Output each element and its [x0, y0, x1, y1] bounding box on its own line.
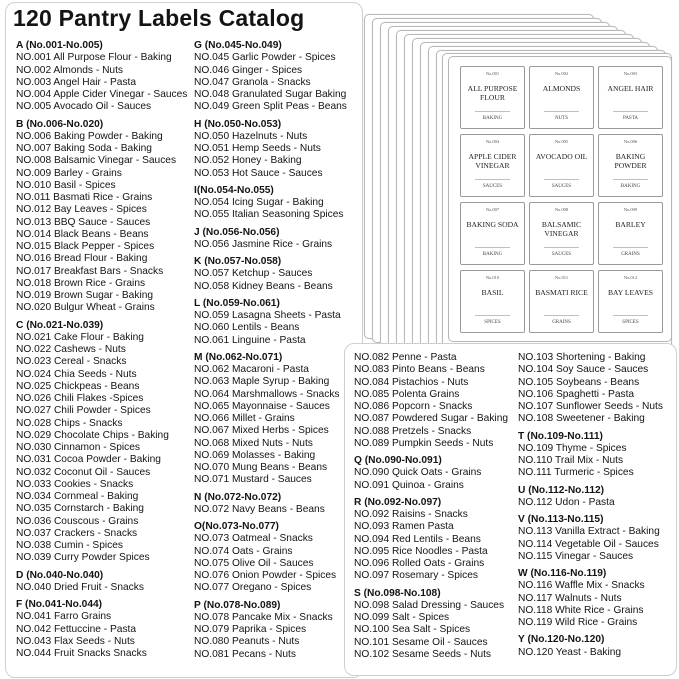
- catalog-item: NO.057 Ketchup - Sauces: [194, 268, 313, 280]
- catalog-item: NO.097 Rosemary - Spices: [354, 570, 478, 582]
- label-divider: [613, 247, 648, 248]
- catalog-item: NO.019 Brown Sugar - Baking: [16, 290, 154, 301]
- catalog-item: NO.094 Red Lentils - Beans: [354, 533, 481, 545]
- group-header: C (No.021-No.039): [16, 319, 104, 331]
- group-header: R (No.092-No.097): [354, 496, 442, 508]
- catalog-item: NO.008 Balsamic Vinegar - Sauces: [16, 155, 177, 167]
- catalog-item: NO.049 Green Split Peas - Beans: [194, 101, 347, 113]
- pantry-label: [460, 66, 525, 129]
- catalog-item: NO.024 Chia Seeds - Nuts: [16, 368, 137, 380]
- catalog-item: NO.029 Chocolate Chips - Baking: [16, 429, 169, 441]
- catalog-item: NO.085 Polenta Grains: [354, 388, 460, 400]
- catalog-item: NO.107 Sunflower Seeds - Nuts: [518, 401, 663, 412]
- catalog-item: NO.061 Linguine - Pasta: [194, 334, 306, 346]
- catalog-item: NO.020 Bulgur Wheat - Grains: [16, 302, 155, 314]
- catalog-item: NO.045 Garlic Powder - Spices: [194, 52, 336, 64]
- catalog-item: NO.080 Peanuts - Nuts: [194, 636, 300, 648]
- catalog-item: NO.011 Basmati Rice - Grains: [16, 192, 153, 203]
- pantry-label: [598, 134, 663, 197]
- catalog-item: NO.010 Basil - Spices: [16, 179, 116, 191]
- letter-group: [194, 298, 347, 347]
- catalog-column-4: [518, 352, 663, 664]
- label-number: No.004: [485, 139, 500, 144]
- label-category: BAKING: [620, 184, 641, 189]
- catalog-item: NO.035 Cornstarch - Baking: [16, 503, 144, 515]
- label-divider: [613, 315, 648, 316]
- catalog-item: NO.018 Brown Rice - Grains: [16, 277, 146, 289]
- label-name: AVOCADO OIL: [535, 152, 588, 161]
- catalog-item: NO.088 Pretzels - Snacks: [354, 425, 472, 437]
- letter-group: [194, 185, 347, 222]
- catalog-item: NO.109 Thyme - Spices: [518, 442, 627, 454]
- group-header: Y (No.120-No.120): [518, 634, 605, 646]
- letter-group: [354, 352, 508, 450]
- label-divider: [475, 179, 510, 180]
- catalog-item: NO.100 Sea Salt - Spices: [354, 624, 471, 636]
- catalog-item: NO.007 Baking Soda - Baking: [16, 143, 152, 154]
- label-category: SPICES: [484, 320, 501, 325]
- label-divider: [544, 315, 579, 316]
- group-header: H (No.050-No.053): [194, 118, 282, 130]
- letter-group: [16, 599, 187, 660]
- letter-group: [518, 568, 663, 629]
- catalog-item: NO.044 Fruit Snacks Snacks: [16, 648, 147, 659]
- label-number: No.006: [623, 139, 638, 144]
- label-divider: [475, 111, 510, 112]
- catalog-item: NO.017 Breakfast Bars - Snacks: [16, 265, 164, 277]
- catalog-item: NO.116 Waffle Mix - Snacks: [518, 580, 645, 592]
- letter-group: [518, 352, 663, 426]
- catalog-item: NO.104 Soy Sauce - Sauces: [518, 364, 649, 376]
- group-header: U (No.112-No.112): [518, 484, 605, 496]
- catalog-item: NO.036 Couscous - Grains: [16, 515, 139, 527]
- letter-group: [194, 119, 347, 180]
- catalog-item: NO.086 Popcorn - Snacks: [354, 401, 473, 412]
- letter-group: [16, 40, 187, 114]
- catalog-item: NO.072 Navy Beans - Beans: [194, 503, 325, 515]
- label-divider: [544, 179, 579, 180]
- label-number: No.009: [623, 207, 638, 212]
- label-category: PASTA: [623, 116, 638, 121]
- label-category: NUTS: [554, 116, 569, 121]
- catalog-item: NO.089 Pumpkin Seeds - Nuts: [354, 437, 494, 449]
- group-header: V (No.113-No.115): [518, 514, 604, 525]
- catalog-item: NO.096 Rolled Oats - Grains: [354, 558, 485, 569]
- catalog-item: NO.118 White Rice - Grains: [518, 604, 644, 616]
- label-number: No.012: [623, 275, 638, 280]
- letter-group: [518, 431, 663, 480]
- catalog-item: NO.052 Honey - Baking: [194, 155, 302, 167]
- catalog-item: NO.033 Cookies - Snacks: [16, 478, 134, 490]
- catalog-item: NO.120 Yeast - Baking: [518, 646, 622, 658]
- label-divider: [475, 247, 510, 248]
- catalog-item: NO.082 Penne - Pasta: [354, 352, 457, 363]
- catalog-item: NO.084 Pistachios - Nuts: [354, 376, 469, 388]
- letter-group: [194, 352, 347, 487]
- catalog-item: NO.040 Dried Fruit - Snacks: [16, 581, 144, 593]
- catalog-item: NO.016 Bread Flour - Baking: [16, 253, 148, 265]
- catalog-item: NO.065 Mayonnaise - Sauces: [194, 400, 330, 412]
- catalog-item: NO.027 Chili Powder - Spices: [16, 405, 151, 417]
- catalog-item: NO.025 Chickpeas - Beans: [16, 380, 140, 392]
- page-title: 120 Pantry Labels Catalog: [13, 5, 305, 31]
- catalog-item: NO.095 Rice Noodles - Pasta: [354, 545, 488, 557]
- catalog-item: NO.022 Cashews - Nuts: [16, 344, 126, 355]
- catalog-item: NO.043 Flax Seeds - Nuts: [16, 635, 135, 647]
- letter-group: [354, 455, 508, 492]
- catalog-item: NO.078 Pancake Mix - Snacks: [194, 611, 333, 623]
- letter-group: [194, 40, 347, 114]
- catalog-item: NO.108 Sweetener - Baking: [518, 413, 645, 425]
- catalog-item: NO.055 Italian Seasoning Spices: [194, 209, 344, 221]
- label-number: No.002: [554, 71, 569, 76]
- group-header: T (No.109-No.111): [518, 430, 603, 442]
- label-category: BAKING: [482, 116, 503, 121]
- catalog-item: NO.038 Cumin - Spices: [16, 540, 124, 551]
- catalog-item: NO.003 Angel Hair - Pasta: [16, 76, 137, 88]
- catalog-item: NO.073 Oatmeal - Snacks: [194, 533, 313, 545]
- pantry-label: [529, 134, 594, 197]
- catalog-item: NO.066 Millet - Grains: [194, 413, 295, 424]
- label-divider: [544, 111, 579, 112]
- catalog-item: NO.062 Macaroni - Pasta: [194, 364, 309, 375]
- catalog-item: NO.074 Oats - Grains: [194, 545, 293, 557]
- pantry-label: [460, 270, 525, 333]
- catalog-item: NO.087 Powdered Sugar - Baking: [354, 413, 509, 425]
- catalog-item: NO.070 Mung Beans - Beans: [194, 462, 328, 473]
- catalog-item: NO.067 Mixed Herbs - Spices: [194, 425, 329, 437]
- catalog-item: NO.060 Lentils - Beans: [194, 322, 300, 334]
- catalog-item: NO.068 Mixed Nuts - Nuts: [194, 437, 313, 449]
- label-divider: [613, 111, 648, 112]
- catalog-item: NO.015 Black Pepper - Spices: [16, 241, 155, 252]
- letter-group: [518, 514, 663, 563]
- label-name: BALSAMIC VINEGAR: [541, 220, 582, 238]
- catalog-item: NO.054 Icing Sugar - Baking: [194, 197, 324, 208]
- label-divider: [475, 315, 510, 316]
- catalog-item: NO.081 Pecans - Nuts: [194, 648, 296, 660]
- pantry-label: [598, 202, 663, 265]
- letter-group: [194, 492, 347, 517]
- label-number: No.011: [554, 275, 569, 280]
- catalog-item: NO.046 Ginger - Spices: [194, 64, 303, 76]
- group-header: W (No.116-No.119): [518, 568, 607, 579]
- label-category: SAUCES: [551, 184, 572, 189]
- pantry-label: [529, 270, 594, 333]
- catalog-item: NO.071 Mustard - Sauces: [194, 474, 312, 486]
- catalog-item: NO.076 Onion Powder - Spices: [194, 570, 337, 581]
- catalog-item: NO.041 Farro Grains: [16, 611, 112, 623]
- catalog-item: NO.030 Cinnamon - Spices: [16, 442, 141, 453]
- pantry-label: [460, 134, 525, 197]
- catalog-item: NO.021 Cake Flour - Baking: [16, 331, 144, 343]
- catalog-item: NO.106 Spaghetti - Pasta: [518, 388, 635, 400]
- letter-group: [194, 256, 347, 293]
- label-number: No.008: [554, 207, 569, 212]
- catalog-item: NO.058 Kidney Beans - Beans: [194, 280, 333, 292]
- letter-group: [16, 320, 187, 565]
- catalog-item: NO.037 Crackers - Snacks: [16, 527, 138, 539]
- pantry-label: [460, 202, 525, 265]
- catalog-item: NO.077 Oregano - Spices: [194, 582, 312, 594]
- catalog-item: NO.014 Black Beans - Beans: [16, 228, 149, 240]
- catalog-item: NO.056 Jasmine Rice - Grains: [194, 238, 333, 250]
- catalog-column-3: [354, 352, 508, 666]
- pantry-label: [529, 66, 594, 129]
- catalog-item: NO.047 Granola - Snacks: [194, 76, 311, 88]
- label-number: No.001: [485, 71, 500, 76]
- label-divider: [544, 247, 579, 248]
- label-name: BARLEY: [615, 220, 646, 229]
- group-header: G (No.045-No.049): [194, 40, 282, 51]
- catalog-item: NO.111 Turmeric - Spices: [518, 467, 634, 479]
- letter-group: [354, 497, 508, 583]
- letter-group: [194, 521, 347, 595]
- catalog-item: NO.115 Vinegar - Sauces: [518, 550, 634, 562]
- group-header: N (No.072-No.072): [194, 491, 282, 503]
- catalog-item: NO.113 Vanilla Extract - Baking: [518, 526, 660, 538]
- label-name: BASIL: [481, 288, 504, 297]
- catalog-item: NO.048 Granulated Sugar Baking: [194, 89, 347, 100]
- label-name: ALL PURPOSE FLOUR: [467, 84, 518, 102]
- letter-group: [194, 600, 347, 661]
- label-number: No.005: [554, 139, 569, 144]
- group-header: L (No.059-No.061): [194, 297, 280, 309]
- catalog-item: NO.042 Fettuccine - Pasta: [16, 623, 137, 635]
- letter-group: [16, 570, 187, 595]
- catalog-item: NO.039 Curry Powder Spices: [16, 552, 150, 564]
- catalog-item: NO.091 Quinoa - Grains: [354, 479, 464, 491]
- catalog-item: NO.079 Paprika - Spices: [194, 624, 307, 635]
- label-category: GRAINS: [621, 252, 640, 257]
- catalog-item: NO.002 Almonds - Nuts: [16, 64, 124, 76]
- catalog-item: NO.005 Avocado Oil - Sauces: [16, 101, 152, 113]
- catalog-item: NO.006 Baking Powder - Baking: [16, 130, 163, 142]
- label-name: ALMONDS: [542, 84, 581, 93]
- group-header: J (No.056-No.056): [194, 226, 280, 238]
- catalog-item: NO.075 Olive Oil - Sauces: [194, 557, 314, 569]
- label-name: BAKING SODA: [466, 220, 519, 229]
- catalog-item: NO.013 BBQ Sauce - Sauces: [16, 216, 151, 228]
- catalog-item: NO.069 Molasses - Baking: [194, 449, 316, 461]
- label-number: No.010: [485, 275, 500, 280]
- label-number: No.003: [623, 71, 638, 76]
- catalog-item: NO.028 Chips - Snacks: [16, 417, 123, 429]
- catalog-item: NO.114 Vegetable Oil - Sauces: [518, 538, 659, 550]
- catalog-item: NO.119 Wild Rice - Grains: [518, 617, 638, 628]
- group-header: F (No.041-No.044): [16, 599, 103, 610]
- catalog-item: NO.026 Chili Flakes -Spices: [16, 393, 144, 404]
- catalog-column-1: [16, 40, 187, 665]
- label-name: BASMATI RICE: [535, 288, 588, 297]
- catalog-item: NO.112 Udon - Pasta: [518, 496, 615, 508]
- catalog-item: NO.031 Cocoa Powder - Baking: [16, 454, 161, 466]
- catalog-item: NO.012 Bay Leaves - Spices: [16, 204, 147, 216]
- catalog-item: NO.110 Trail Mix - Nuts: [518, 455, 624, 466]
- group-header: S (No.098-No.108): [354, 587, 441, 599]
- catalog-item: NO.064 Marshmallows - Snacks: [194, 388, 340, 400]
- pantry-label: [598, 66, 663, 129]
- catalog-item: NO.099 Salt - Spices: [354, 612, 450, 623]
- label-name: APPLE CIDER VINEGAR: [468, 152, 517, 170]
- letter-group: [354, 588, 508, 662]
- catalog-item: NO.083 Pinto Beans - Beans: [354, 364, 485, 376]
- catalog-item: NO.032 Coconut Oil - Sauces: [16, 466, 151, 478]
- catalog-item: NO.105 Soybeans - Beans: [518, 376, 640, 388]
- label-divider: [613, 179, 648, 180]
- catalog-item: NO.090 Quick Oats - Grains: [354, 467, 482, 479]
- group-header: O(No.073-No.077): [194, 521, 279, 532]
- catalog-item: NO.053 Hot Sauce - Sauces: [194, 167, 323, 179]
- catalog-item: NO.093 Ramen Pasta: [354, 521, 454, 533]
- catalog-item: NO.101 Sesame Oil - Sauces: [354, 636, 488, 648]
- catalog-item: NO.103 Shortening - Baking: [518, 352, 646, 363]
- label-category: SAUCES: [551, 252, 572, 257]
- group-header: B (No.006-No.020): [16, 118, 104, 130]
- catalog-item: NO.051 Hemp Seeds - Nuts: [194, 143, 321, 154]
- catalog-item: NO.023 Cereal - Snacks: [16, 356, 127, 368]
- group-header: D (No.040-No.040): [16, 569, 104, 581]
- label-name: ANGEL HAIR: [607, 84, 654, 93]
- catalog-item: NO.034 Cornmeal - Baking: [16, 491, 139, 502]
- letter-group: [194, 227, 347, 252]
- catalog-item: NO.098 Salad Dressing - Sauces: [354, 599, 505, 611]
- pantry-label: [598, 270, 663, 333]
- catalog-item: NO.009 Barley - Grains: [16, 167, 122, 179]
- label-sheet-front: [448, 56, 672, 342]
- label-category: GRAINS: [552, 320, 571, 325]
- label-category: SPICES: [622, 320, 639, 325]
- catalog-item: NO.092 Raisins - Snacks: [354, 509, 468, 520]
- catalog-item: NO.001 All Purpose Flour - Baking: [16, 52, 172, 64]
- group-header: K (No.057-No.058): [194, 256, 282, 267]
- catalog-item: NO.050 Hazelnuts - Nuts: [194, 130, 308, 142]
- label-category: BAKING: [482, 252, 503, 257]
- letter-group: [16, 119, 187, 315]
- group-header: Q (No.090-No.091): [354, 455, 442, 466]
- letter-group: [518, 634, 663, 659]
- group-header: P (No.078-No.089): [194, 599, 281, 611]
- catalog-item: NO.004 Apple Cider Vinegar - Sauces: [16, 89, 188, 100]
- catalog-item: NO.063 Maple Syrup - Baking: [194, 376, 330, 388]
- group-header: A (No.001-No.005): [16, 40, 103, 51]
- catalog-column-2: [194, 40, 347, 666]
- label-number: No.007: [485, 207, 500, 212]
- group-header: M (No.062-No.071): [194, 351, 283, 363]
- catalog-item: NO.059 Lasagna Sheets - Pasta: [194, 310, 341, 321]
- label-name: BAKING POWDER: [614, 152, 647, 170]
- group-header: I(No.054-No.055): [194, 184, 274, 196]
- catalog-item: NO.102 Sesame Seeds - Nuts: [354, 648, 492, 660]
- letter-group: [518, 485, 663, 510]
- pantry-label: [529, 202, 594, 265]
- catalog-item: NO.117 Walnuts - Nuts: [518, 592, 622, 604]
- label-category: SAUCES: [482, 184, 503, 189]
- label-name: BAY LEAVES: [607, 288, 654, 297]
